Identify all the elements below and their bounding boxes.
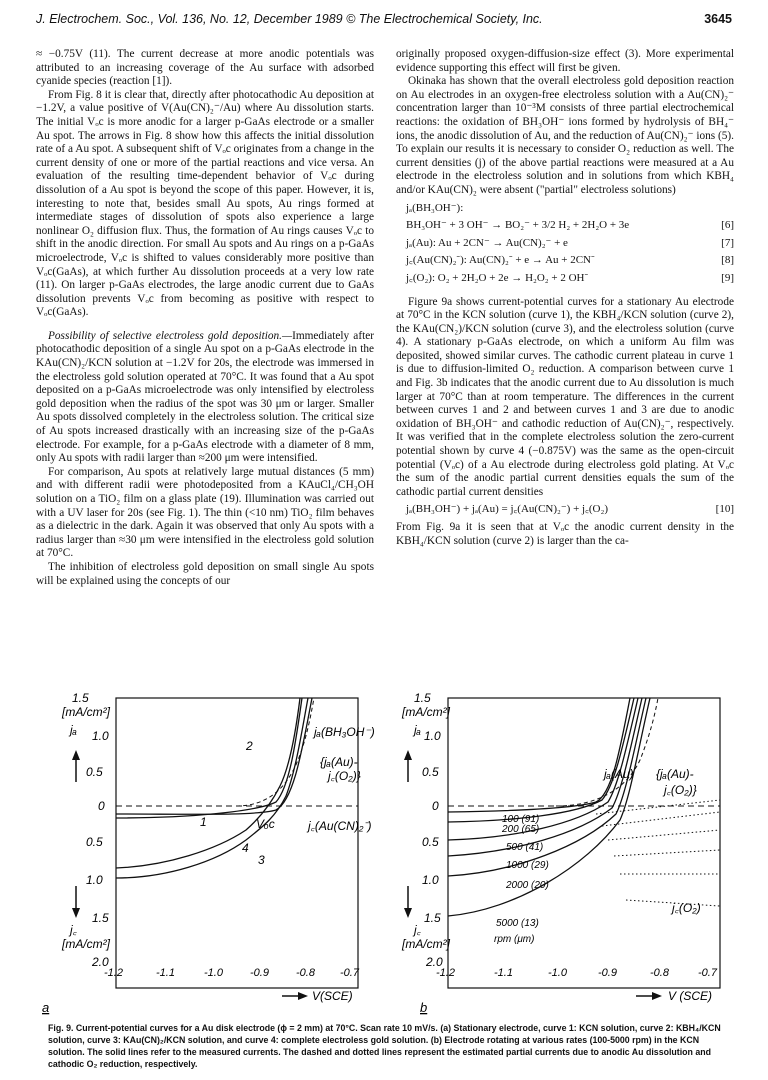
rpm-labels xyxy=(494,814,549,945)
equation-number: [7] xyxy=(721,236,734,249)
ytick: 0.5 xyxy=(86,765,103,779)
ytick: 1.5 xyxy=(424,911,441,925)
rpm-unit-label: rpm (μm) xyxy=(494,934,535,945)
ytick: 0 xyxy=(98,799,105,813)
equation-7 xyxy=(396,237,734,251)
rpm-label: 1000 (29) xyxy=(506,860,549,871)
equation-8 xyxy=(396,254,734,268)
up-arrow-head xyxy=(72,750,80,760)
equation-text: BH₃OH⁻ + 3 OH⁻ → BO₂⁻ + 3/2 H₂ + 2H₂O + 3e xyxy=(406,219,630,232)
annotation: j꜀(O₂) xyxy=(672,901,701,915)
curve-1 xyxy=(116,698,312,814)
equation-text: jₐ(BH₃OH⁻) + jₐ(Au) = j꜀(Au(CN)₂⁻) + j꜀(O₂) xyxy=(406,503,608,516)
equation-text: jₐ(Au): Au + 2CN⁻ → Au(CN)₂⁻ + e xyxy=(406,236,568,249)
page-header xyxy=(36,12,732,32)
equation-number: [8] xyxy=(721,254,734,267)
xtick: -0.8 xyxy=(650,967,669,979)
paragraph: Immediately after photocathodic deposition of a single Au spot on a p-GaAs electrode in the KAu(CN)₂/KCN solution at −1.2V for 20s, the electrode was immersed in the electroless gold solution operated at 70°C. It was found that a Au spot deposited on a p-GaAs microelectrode was only intensified by electroless gold deposition when the radius of the spot was 30 μm or larger. Smaller Au spots dissolved completely in the electroless solution. The critical size of Au spots increased drastically with an increasing size of the p-GaAs electrode. For example, for a p-GaAs electrode with a diameter of 8 mm, only Au spots with radii larger than ≈200 μm were intensified. xyxy=(36,329,374,465)
curve-2 xyxy=(116,698,302,818)
y-bottom-value: 2.0 xyxy=(426,955,443,969)
curve-label: 2 xyxy=(246,739,253,753)
equation-text: j꜀(O₂): O₂ + 2H₂O + 2e → H₂O₂ + 2 OH⁻ xyxy=(406,271,589,284)
xtick: -0.9 xyxy=(250,967,269,979)
jc-label: j꜀ xyxy=(414,923,421,937)
x-arrow-head xyxy=(652,992,662,1000)
x-ticks xyxy=(104,967,360,979)
annotation: jₐ(BH₃OH⁻) xyxy=(314,725,375,739)
rpm-label: 500 (41) xyxy=(506,842,544,853)
equation-number: [9] xyxy=(721,271,734,284)
curve-4 xyxy=(116,698,300,868)
right-column xyxy=(396,48,734,548)
xtick: -0.9 xyxy=(598,967,617,979)
x-axis-label: V (SCE) xyxy=(668,989,713,1003)
panel-a xyxy=(42,691,375,1015)
annotation: j꜀(O₂)} xyxy=(328,769,361,783)
paragraph: Figure 9a shows current-potential curves for a stationary Au electrode at 70°C in the KCN solution (curve 1), the KBH₄/KCN solution (curve 2), the KAu(CN₂)/KCN solution (curve 3), and the electroless solution (curve 4). A stationary p-GaAs electrode, on which a uniform Au film was deposited, showed similar curves. The cathodic current plateau in curve 1 is due to diffusion-limited O₂ reduction. A comparison between curve 1 and Fig. 3b indicates that the anodic current due to Au dissolution is much larger at 70°C than at room temperature. The differences in the current between curves 1 and 2 and between curves 1 and 3 are due to anodic oxidation of BH₃OH⁻ and cathodic reduction of Au(CN)₂⁻, respectively. It was verified that in the complete electroless solution the zero-current potential shown by curve 4 (−0.875V) was the same as the open-circuit potential (Vₒc) of a Au electrode during electroless gold plating. At Vₒc the sum of the anodic partial current densities equals the sum of the cathodic partial current densities xyxy=(396,295,734,498)
paragraph: originally proposed oxygen-diffusion-size effect (3). More experimental evidence supporting this effect will first be given. xyxy=(396,48,734,74)
paragraph: The inhibition of electroless gold deposition on small single Au spots will be explained using the concepts of our xyxy=(36,560,374,587)
y-top-value: 1.5 xyxy=(72,691,89,705)
annotation: j꜀(Au(CN)₂⁻) xyxy=(308,819,372,833)
journal-citation: J. Electrochem. Soc., Vol. 136, No. 12, December 1989 © The Electrochemical Society, Inc. xyxy=(36,12,543,26)
down-arrow-head xyxy=(72,908,80,918)
y-unit-top: [mA/cm²] xyxy=(62,705,110,719)
annotation: j꜀(O₂)} xyxy=(664,783,697,797)
y-unit-top: [mA/cm²] xyxy=(402,705,450,719)
curve-label: 1 xyxy=(200,815,207,829)
annotation: {jₐ(Au)- xyxy=(320,755,358,769)
equation-6 xyxy=(396,219,734,233)
annotation: {jₐ(Au)- xyxy=(656,767,694,781)
section-runin-heading: Possibility of selective electroless gold deposition.— xyxy=(48,329,293,342)
y-top-value: 1.5 xyxy=(414,691,431,705)
xtick: -1.0 xyxy=(548,967,567,979)
x-axis-label: V(SCE) xyxy=(312,989,353,1003)
ytick: 0.5 xyxy=(422,765,439,779)
paragraph: For comparison, Au spots at relatively large mutual distances (5 mm) and with different radii were photodeposited from a KAuCl₄/CH₃OH solution on a TiO₂ film on a glass plate (19). Illumination was carried out with a UV laser for 20s (see Fig. 1). The thin (<10 nm) TiO₂ film behaves as a dielectric in the dark. Again it was observed that only Au spots with a radius larger than ≈30 μm were intensified in the electroless gold solution at 70°C. xyxy=(36,465,374,560)
panel-label: b xyxy=(420,1000,428,1015)
down-arrow-head xyxy=(404,908,412,918)
jc-label: j꜀ xyxy=(70,923,77,937)
equation-label-text: jₐ(BH₃OH⁻): xyxy=(406,201,464,214)
figure-9-svg xyxy=(36,690,732,1020)
paragraph: Okinaka has shown that the overall electroless gold deposition reaction on Au electrodes in an oxygen-free electroless solution with a Au(CN)₂⁻ concentration larger than 10⁻³M consists of three partial electrochemical reactions: the oxidation of BH₃OH⁻ ions formed by hydrolysis of BH₄⁻ ions, the anodic dissolution of Au, and the reduction of Au(CN)₂⁻ ions (5). To explain our results it is necessary to consider O₂ reduction as well. The current densities (j) of the above partial reactions were measured at a Au electrode in the electroless solution and in solutions from which KBH₄ and/or KAu(CN)₂ were absent ("partial" electroless solutions) xyxy=(396,75,734,196)
equation-number: [10] xyxy=(715,503,734,516)
ytick: 0 xyxy=(432,799,439,813)
up-arrow-head xyxy=(404,750,412,760)
xtick: -1.1 xyxy=(156,967,175,979)
paragraph: From Fig. 9a it is seen that at Vₒc the anodic current density in the KBH₄/KCN solution (curve 2) is larger than the ca- xyxy=(396,521,734,547)
rpm-label: 2000 (20) xyxy=(506,880,549,891)
ja-label: jₐ xyxy=(414,723,421,737)
ytick: 1.0 xyxy=(92,729,109,743)
x-ticks xyxy=(436,967,718,979)
figure-caption: Fig. 9. Current-potential curves for a Au disk electrode (ϕ = 2 mm) at 70°C. Scan rate 10 mV/s. (a) Stationary electrode, curve 1: KCN solution, curve 2: KBH₄/KCN solution, curve 3: KAu(CN)₂/KCN solution, and curve 4: complete electroless gold solution. (b) Electrode rotating at various rates (100-5000 rpm) in the KCN solution. The solid lines refer to the measured currents. The dashed and dotted lines represent the estimated partial currents due to anodic Au dissolution and cathodic O₂ reduction, respectively. xyxy=(48,1023,721,1069)
curve-label: 3 xyxy=(258,853,265,867)
ja-label: jₐ xyxy=(70,723,77,737)
xtick: -1.1 xyxy=(494,967,513,979)
ytick: 1.0 xyxy=(422,873,439,887)
panel-b xyxy=(401,691,720,1015)
panel-label: a xyxy=(42,1000,50,1015)
equation-10 xyxy=(396,503,734,517)
plot-frame xyxy=(116,698,358,988)
y-unit-bottom: [mA/cm²] xyxy=(62,937,110,951)
y-bottom-value: 2.0 xyxy=(92,955,109,969)
xtick: -0.7 xyxy=(698,967,717,979)
curve-100rpm xyxy=(448,698,630,812)
xtick: -1.2 xyxy=(436,967,455,979)
page-number: 3645 xyxy=(704,12,732,26)
curve-2000rpm xyxy=(448,698,646,876)
curve-label: 4 xyxy=(242,841,249,855)
plot-frame xyxy=(448,698,720,988)
xtick: -1.0 xyxy=(204,967,223,979)
rpm-label: 100 (91) xyxy=(502,814,540,825)
y-unit-bottom: [mA/cm²] xyxy=(402,937,450,951)
ytick: 1.5 xyxy=(92,911,109,925)
left-column xyxy=(36,48,374,588)
rpm-label: 200 (65) xyxy=(502,824,540,835)
equation-number: [6] xyxy=(721,219,734,232)
annotation: jₐ(Au) xyxy=(604,767,634,781)
rpm-label: 5000 (13) xyxy=(496,918,539,929)
xtick: -0.8 xyxy=(296,967,315,979)
ytick: 1.0 xyxy=(424,729,441,743)
xtick: -1.2 xyxy=(104,967,123,979)
paragraph: ≈ −0.75V (11). The current decrease at more anodic potentials was attributed to an increasing coverage of the Au surface with adsorbed cyanide species (reaction [1]). xyxy=(36,48,374,88)
xtick: -0.7 xyxy=(340,967,359,979)
ytick: 0.5 xyxy=(86,835,103,849)
voc-label: Vₒc xyxy=(256,817,275,831)
paragraph: From Fig. 8 it is clear that, directly after photocathodic Au deposition at −1.2V, a value positive of V(Au(CN)₂⁻/Au) where Au dissolution starts. The initial Vₒc is more anodic for a larger p-GaAs electrode or a smaller Au spot. The arrows in Fig. 8 show how this affects the initial dissolution rate of a Au spot. A subsequent shift of Vₒc originates from a change in the current density of one or more of the partial reactions and vice versa. An evaluation of the resulting time-dependent behavior of Vₒc during dissolution of a Au spot is beyond the scope of this paper. However, it is, interesting to note that, besides small Au spots, Au rings formed at intermediate stages of dissolution of spots also experience a large nonlinear O₂ diffusion flux. Thus, the formation of Au rings causes Vₒc to shift in the anodic direction. For small Au spots and Au rings on a p-GaAs microelectrode, Vₒc is shifted to values considerably more positive than Vₒc(GaAs), at which further Au dissolution proceeds at a very low rate (11). On larger p-GaAs electrodes, the large anodic current due to GaAs dissolution prevents Vₒc from becoming as positive with respect to Vₒc(GaAs). xyxy=(36,88,374,319)
figure-9 xyxy=(36,690,732,1020)
x-arrow-head xyxy=(298,992,308,1000)
ytick: 1.0 xyxy=(86,873,103,887)
ytick: 0.5 xyxy=(422,835,439,849)
equation-text: j꜀(Au(CN)₂⁻): Au(CN)₂⁻ + e → Au + 2CN⁻ xyxy=(406,254,595,267)
equation-9 xyxy=(396,272,734,286)
equation-label xyxy=(396,202,734,216)
